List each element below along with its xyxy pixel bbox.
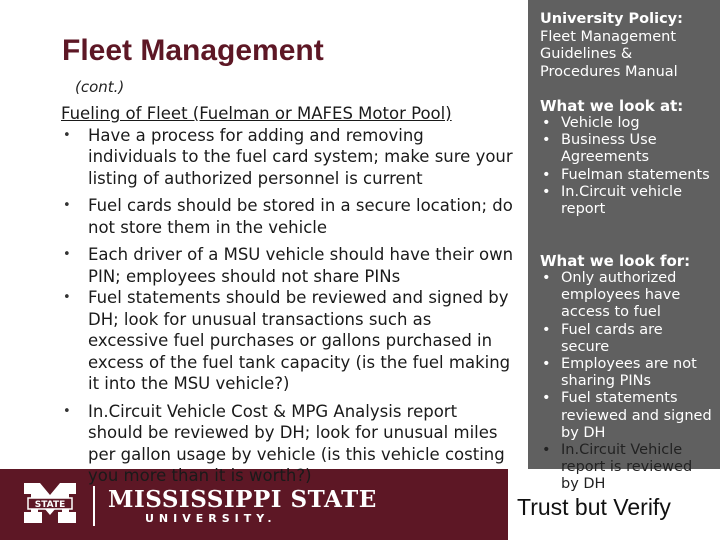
tagline: Trust but Verify [517, 494, 671, 520]
look-for-heading: What we look for: [540, 252, 691, 270]
slide-title: Fleet Management [62, 34, 324, 67]
main-heading: Fueling of Fleet (Fuelman or MAFES Motor Pool) [61, 104, 452, 123]
brand-name: MISSISSIPPI STATE [108, 486, 377, 513]
slide-subtitle: (cont.) [75, 78, 125, 96]
main-bullet: • Have a process for adding and removing individuals to the fuel card system; make sure your listing of authorized personnel is current [61, 125, 516, 190]
main-bullet: • In.Circuit Vehicle Cost & MPG Analysis report should be reviewed by DH; look for unusual miles per gallon usage by vehicle (is this vehicle costing you more than it is worth?) [61, 401, 516, 487]
look-for-section [540, 252, 712, 494]
look-at-item: • In.Circuit vehicle report [540, 184, 712, 218]
look-for-item: • Fuel statements reviewed and signed by DH [540, 390, 712, 442]
look-for-item: • Only authorized employees have access to fuel [540, 270, 712, 322]
look-at-item: • Fuelman statements [540, 167, 712, 184]
main-bullet-list [61, 125, 516, 487]
look-at-list [540, 115, 712, 218]
main-bullet: • Fuel statements should be reviewed and signed by DH; look for unusual transactions such as excessive fuel purchases or gallons purchased in excess of the fuel tank capacity (is the fuel making it into the MSU vehicle?) [61, 287, 516, 395]
look-for-item: • In.Circuit Vehicle report is reviewed by DH [540, 442, 712, 494]
look-at-item: • Vehicle log [540, 115, 712, 132]
look-at-heading: What we look at: [540, 97, 684, 115]
policy-title: University Policy: [540, 11, 683, 27]
policy-block [540, 11, 712, 81]
logo-state-text: STATE [34, 500, 66, 510]
policy-text: Fleet Management Guidelines & Procedures Manual [540, 28, 678, 80]
main-bullet: • Fuel cards should be stored in a secure location; do not store them in the vehicle [61, 195, 516, 238]
look-at-item: • Business Use Agreements [540, 132, 712, 166]
brand-subtitle: UNIVERSITY. [145, 512, 277, 525]
main-bullet: • Each driver of a MSU vehicle should have their own PIN; employees should not share PINs [61, 244, 516, 287]
look-for-item: • Fuel cards are secure [540, 322, 712, 356]
look-for-item: • Employees are not sharing PINs [540, 356, 712, 390]
look-at-section [540, 97, 712, 218]
logo-divider [93, 486, 95, 526]
main-content [61, 103, 516, 487]
look-for-list [540, 270, 712, 494]
